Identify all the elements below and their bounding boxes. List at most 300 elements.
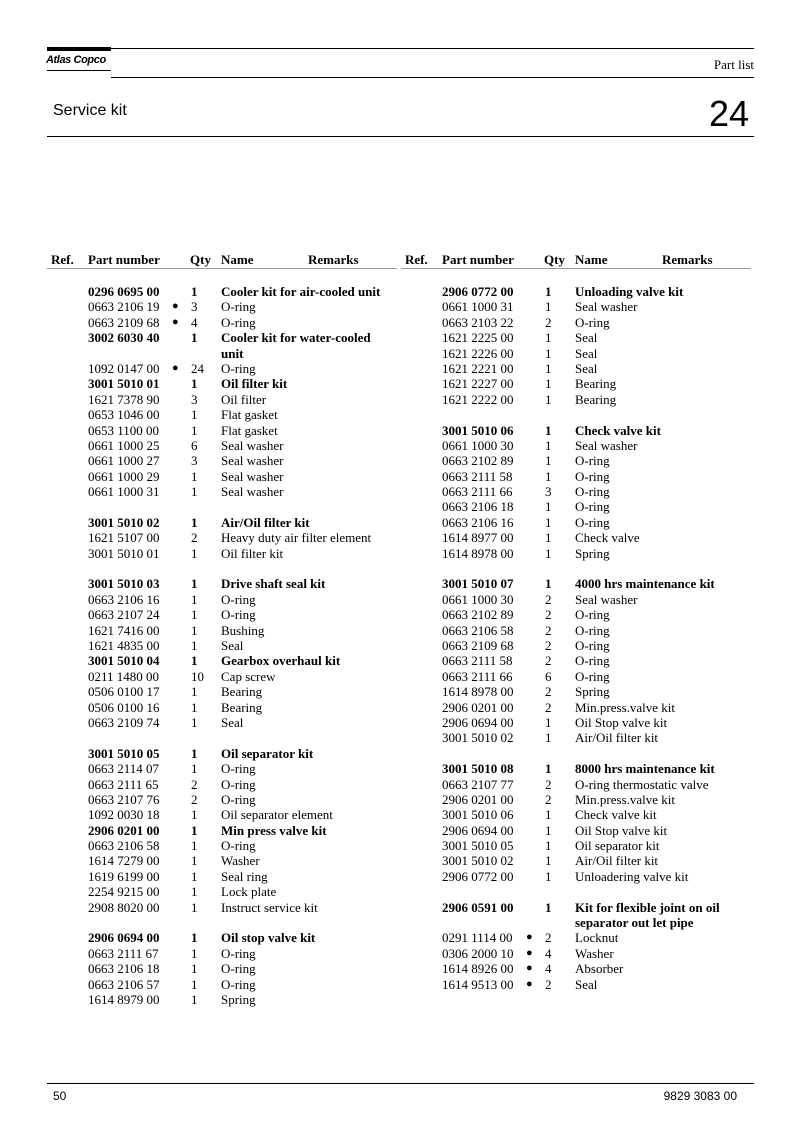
name-cell: Seal washer xyxy=(575,437,638,453)
part-number-cell: 0663 2111 67 xyxy=(88,945,159,961)
header-ref: Ref. xyxy=(405,252,428,267)
table-row xyxy=(401,299,751,314)
qty-cell: 1 xyxy=(191,868,198,884)
part-number-cell: 3001 5010 03 xyxy=(88,576,160,592)
name-cell: O-ring xyxy=(221,299,256,315)
part-number-cell: 0663 2106 57 xyxy=(88,976,160,992)
qty-cell: 1 xyxy=(191,853,198,869)
part-number-cell: 3002 6030 40 xyxy=(88,330,160,346)
header-name: Name xyxy=(575,252,608,267)
name-cell: Bearing xyxy=(221,684,263,700)
table-row xyxy=(47,684,397,699)
qty-cell: 6 xyxy=(545,668,552,684)
part-number-cell: 3001 5010 06 xyxy=(442,807,514,823)
page-number: 50 xyxy=(53,1089,67,1103)
part-number-cell: 2906 0201 00 xyxy=(442,791,514,807)
name-cell: Absorber xyxy=(575,961,624,977)
part-number-cell: 1614 9513 00 xyxy=(442,976,514,992)
header-ref: Ref. xyxy=(51,252,74,267)
name-cell: Seal xyxy=(221,714,244,730)
part-number-cell: 1621 2226 00 xyxy=(442,345,514,361)
name-cell: O-ring xyxy=(221,591,256,607)
section-rule xyxy=(47,136,754,137)
table-row xyxy=(401,623,751,638)
part-number-cell: 0306 2000 10 xyxy=(442,945,514,961)
qty-cell: 24 xyxy=(191,360,204,376)
part-number-cell: 0663 2114 07 xyxy=(88,761,160,777)
name-cell: 4000 hrs maintenance kit xyxy=(575,576,715,592)
part-number-cell: 1621 4835 00 xyxy=(88,637,160,653)
table-row xyxy=(47,992,397,1007)
bullet-marker: ● xyxy=(526,977,533,990)
name-cell: Min.press.valve kit xyxy=(575,791,676,807)
name-cell: O-ring xyxy=(221,360,256,376)
name-cell: Flat gasket xyxy=(221,407,278,423)
table-row xyxy=(47,546,397,561)
qty-cell: 1 xyxy=(191,653,198,669)
part-number-cell: 0663 2111 58 xyxy=(442,468,513,484)
section-number: 24 xyxy=(708,93,749,134)
qty-cell: 1 xyxy=(545,853,552,869)
part-number-cell: 0661 1000 27 xyxy=(88,453,160,469)
part-number-cell: 0663 2111 65 xyxy=(88,776,159,792)
table-row xyxy=(401,930,751,945)
qty-cell: 1 xyxy=(191,545,198,561)
header-remarks: Remarks xyxy=(662,252,713,267)
table-row xyxy=(401,499,751,514)
part-number-cell: 1621 2222 00 xyxy=(442,391,514,407)
table-row xyxy=(401,592,751,607)
qty-cell: 1 xyxy=(545,453,552,469)
table-row xyxy=(401,653,751,668)
name-cell: O-ring xyxy=(575,514,610,530)
qty-cell: 1 xyxy=(191,899,198,915)
table-row xyxy=(401,330,751,345)
part-number-cell: 1092 0030 18 xyxy=(88,807,160,823)
part-number-cell: 2906 0694 00 xyxy=(442,822,514,838)
qty-cell: 1 xyxy=(545,299,552,315)
part-number-cell: 0663 2109 68 xyxy=(442,637,514,653)
table-row xyxy=(47,653,397,668)
name-cell: Seal xyxy=(575,976,598,992)
section-title: Service kit xyxy=(53,102,127,119)
name-cell: Seal washer xyxy=(221,468,284,484)
name-cell: O-ring xyxy=(221,976,256,992)
footer-rule xyxy=(47,1083,754,1084)
qty-cell: 1 xyxy=(191,684,198,700)
table-row xyxy=(401,792,751,807)
table-row xyxy=(47,638,397,653)
table-row xyxy=(401,346,751,361)
name-cell: Oil filter xyxy=(221,391,267,407)
name-cell: Spring xyxy=(221,991,256,1007)
name-cell: Oil Stop valve kit xyxy=(575,822,668,838)
qty-cell: 4 xyxy=(545,961,552,977)
name-cell: Seal washer xyxy=(221,453,284,469)
name-cell: Washer xyxy=(575,945,614,961)
qty-cell: 1 xyxy=(191,622,198,638)
part-number-cell: 0661 1000 30 xyxy=(442,591,514,607)
name-cell: Seal ring xyxy=(221,868,268,884)
part-number-cell: 1614 8978 00 xyxy=(442,545,514,561)
qty-cell: 1 xyxy=(545,376,552,392)
name-cell: Heavy duty air filter element xyxy=(221,530,372,546)
part-number-cell: 0663 2106 16 xyxy=(88,591,160,607)
table-row xyxy=(47,823,397,838)
name-cell: O-ring xyxy=(221,945,256,961)
table-row xyxy=(401,576,751,591)
part-number-cell: 3001 5010 05 xyxy=(442,838,514,854)
qty-cell: 1 xyxy=(191,407,198,423)
name-cell: O-ring thermostatic valve xyxy=(575,776,709,792)
table-row xyxy=(401,515,751,530)
qty-cell: 1 xyxy=(191,714,198,730)
name-cell: Locknut xyxy=(575,930,619,946)
table-row xyxy=(47,299,397,314)
part-number-cell: 3001 5010 05 xyxy=(88,745,160,761)
name-cell: Unloadering valve kit xyxy=(575,868,689,884)
qty-cell: 1 xyxy=(191,761,198,777)
part-number-cell: 1621 2225 00 xyxy=(442,330,514,346)
bullet-marker: ● xyxy=(172,361,179,374)
qty-cell: 3 xyxy=(545,484,552,500)
table-row xyxy=(47,315,397,330)
table-row xyxy=(401,807,751,822)
qty-cell: 2 xyxy=(191,791,198,807)
qty-cell: 1 xyxy=(545,422,552,438)
qty-cell: 1 xyxy=(545,807,552,823)
name-cell: O-ring xyxy=(575,453,610,469)
table-row xyxy=(401,669,751,684)
qty-cell: 1 xyxy=(191,468,198,484)
header-qty: Qty xyxy=(190,252,211,267)
name-cell: Seal washer xyxy=(575,299,638,315)
name-cell: Spring xyxy=(575,684,610,700)
part-number-cell: 0506 0100 16 xyxy=(88,699,160,715)
part-number-cell: 0291 1114 00 xyxy=(442,930,513,946)
table-row xyxy=(47,361,397,376)
bullet-marker: ● xyxy=(172,300,179,313)
table-row xyxy=(401,684,751,699)
qty-cell: 2 xyxy=(545,637,552,653)
part-number-cell: 0663 2111 66 xyxy=(442,668,513,684)
name-cell: Seal xyxy=(221,637,244,653)
table-row xyxy=(47,700,397,715)
name-cell: Check valve kit xyxy=(575,807,657,823)
name-cell: O-ring xyxy=(575,622,610,638)
qty-cell: 3 xyxy=(191,299,198,315)
table-row xyxy=(47,284,397,299)
table-row xyxy=(401,361,751,376)
table-row xyxy=(47,715,397,730)
part-number-cell: 0663 2103 22 xyxy=(442,314,514,330)
name-cell: O-ring xyxy=(575,484,610,500)
part-number-cell: 1092 0147 00 xyxy=(88,360,160,376)
part-number-cell: 2906 0772 00 xyxy=(442,284,514,299)
part-number-cell: 0663 2106 19 xyxy=(88,299,160,315)
qty-cell: 1 xyxy=(191,961,198,977)
part-number-cell: 3001 5010 02 xyxy=(442,853,514,869)
part-number-cell: 2254 9215 00 xyxy=(88,884,160,900)
name-cell: unit xyxy=(221,345,244,361)
qty-cell: 1 xyxy=(545,530,552,546)
part-number-cell: 1614 7279 00 xyxy=(88,853,160,869)
name-cell: Seal washer xyxy=(575,591,638,607)
qty-cell: 1 xyxy=(545,714,552,730)
part-number-cell: 1614 8979 00 xyxy=(88,991,160,1007)
qty-cell: 1 xyxy=(545,360,552,376)
part-number-cell: 1614 8978 00 xyxy=(442,684,514,700)
part-number-cell: 1621 2221 00 xyxy=(442,360,514,376)
part-number-cell: 3001 5010 02 xyxy=(442,730,514,746)
qty-cell: 2 xyxy=(545,930,552,946)
table-row xyxy=(401,700,751,715)
name-cell: O-ring xyxy=(575,637,610,653)
qty-cell: 1 xyxy=(191,807,198,823)
name-cell: O-ring xyxy=(575,668,610,684)
qty-cell: 1 xyxy=(545,437,552,453)
qty-cell: 1 xyxy=(191,422,198,438)
table-row xyxy=(47,792,397,807)
qty-cell: 4 xyxy=(191,314,198,330)
table-row xyxy=(401,530,751,545)
part-number-cell: 2906 0201 00 xyxy=(88,822,160,838)
table-row xyxy=(401,977,751,992)
name-cell: Unloading valve kit xyxy=(575,284,684,299)
qty-cell: 3 xyxy=(191,453,198,469)
name-cell: O-ring xyxy=(575,499,610,515)
table-row xyxy=(47,853,397,868)
name-cell: O-ring xyxy=(221,838,256,854)
part-number-cell: 0663 2106 16 xyxy=(442,514,514,530)
part-number-cell: 0506 0100 17 xyxy=(88,684,160,700)
part-number-cell: 2906 0772 00 xyxy=(442,868,514,884)
table-row xyxy=(401,546,751,561)
bullet-marker: ● xyxy=(526,962,533,975)
parts-table-right xyxy=(401,252,751,992)
table-row xyxy=(47,900,397,915)
qty-cell: 1 xyxy=(191,699,198,715)
bullet-marker: ● xyxy=(526,931,533,944)
header-part-number: Part number xyxy=(442,252,514,267)
logo-bar xyxy=(47,47,111,51)
part-number-cell: 1614 8977 00 xyxy=(442,530,514,546)
name-cell: O-ring xyxy=(221,961,256,977)
qty-cell: 1 xyxy=(191,591,198,607)
table-row xyxy=(47,330,397,345)
name-cell: Min.press.valve kit xyxy=(575,699,676,715)
bullet-marker: ● xyxy=(172,315,179,328)
part-number-cell: 0663 2111 66 xyxy=(442,484,513,500)
qty-cell: 1 xyxy=(191,838,198,854)
part-number-cell: 3001 5010 08 xyxy=(442,761,514,777)
table-row xyxy=(401,315,751,330)
qty-cell: 1 xyxy=(191,376,198,392)
name-cell: Seal xyxy=(575,360,598,376)
qty-cell: 10 xyxy=(191,668,204,684)
table-row xyxy=(47,453,397,468)
part-number-cell: 1614 8926 00 xyxy=(442,961,514,977)
doc-type-label: Part list xyxy=(713,57,754,72)
qty-cell: 1 xyxy=(191,576,198,592)
qty-cell: 6 xyxy=(191,437,198,453)
table-row xyxy=(401,961,751,976)
part-number-cell: 2906 0201 00 xyxy=(442,699,514,715)
part-number-cell: 0653 1100 00 xyxy=(88,422,160,438)
table-row xyxy=(47,930,397,945)
table-row xyxy=(47,407,397,422)
table-row xyxy=(401,376,751,391)
name-cell: Bearing xyxy=(221,699,263,715)
part-number-cell: 1621 5107 00 xyxy=(88,530,160,546)
name-cell: Seal xyxy=(575,330,598,346)
part-number-cell: 0663 2106 58 xyxy=(442,622,514,638)
table-row xyxy=(401,438,751,453)
qty-cell: 1 xyxy=(545,345,552,361)
qty-cell: 1 xyxy=(545,899,552,915)
part-number-cell: 0661 1000 31 xyxy=(88,484,160,500)
table-row xyxy=(401,469,751,484)
qty-cell: 3 xyxy=(191,391,198,407)
name-cell: Oil separator kit xyxy=(575,838,660,854)
header-qty: Qty xyxy=(544,252,565,267)
qty-cell: 2 xyxy=(545,607,552,623)
table-rows-right xyxy=(401,284,751,992)
name-cell: Oil stop valve kit xyxy=(221,930,316,946)
table-row xyxy=(401,900,751,915)
name-cell: Seal washer xyxy=(221,437,284,453)
part-number-cell: 0663 2109 74 xyxy=(88,714,160,730)
table-row xyxy=(401,423,751,438)
table-row xyxy=(47,607,397,622)
qty-cell: 1 xyxy=(191,991,198,1007)
table-row xyxy=(401,484,751,499)
part-number-cell: 1621 2227 00 xyxy=(442,376,514,392)
bullet-marker: ● xyxy=(526,946,533,959)
part-number-cell: 0663 2102 89 xyxy=(442,607,514,623)
table-row xyxy=(47,761,397,776)
table-row xyxy=(401,869,751,884)
qty-cell: 1 xyxy=(545,468,552,484)
part-number-cell: 0663 2106 18 xyxy=(442,499,514,515)
table-row xyxy=(401,284,751,299)
table-row xyxy=(401,453,751,468)
qty-cell: 1 xyxy=(191,822,198,838)
qty-cell: 1 xyxy=(545,761,552,777)
table-rows-left xyxy=(47,284,397,1007)
qty-cell: 2 xyxy=(545,776,552,792)
table-row xyxy=(47,777,397,792)
qty-cell: 1 xyxy=(191,930,198,946)
part-number-cell: 0661 1000 25 xyxy=(88,437,160,453)
qty-cell: 1 xyxy=(545,545,552,561)
part-number-cell: 3001 5010 07 xyxy=(442,576,514,592)
name-cell: Cooler kit for air-cooled unit xyxy=(221,284,381,299)
table-row xyxy=(47,423,397,438)
table-row xyxy=(47,592,397,607)
atlas-copco-logo: Atlas Copco xyxy=(46,54,106,66)
part-number-cell: 0663 2106 18 xyxy=(88,961,160,977)
name-cell: 8000 hrs maintenance kit xyxy=(575,761,715,777)
table-row xyxy=(401,838,751,853)
table-row xyxy=(47,346,397,361)
qty-cell: 1 xyxy=(191,637,198,653)
qty-cell: 1 xyxy=(191,484,198,500)
table-row xyxy=(401,777,751,792)
name-cell: O-ring xyxy=(221,607,256,623)
logo-underline xyxy=(47,70,111,71)
qty-cell: 2 xyxy=(545,684,552,700)
parts-table-left xyxy=(47,252,397,1007)
name-cell: O-ring xyxy=(221,776,256,792)
qty-cell: 2 xyxy=(545,622,552,638)
name-cell: O-ring xyxy=(575,607,610,623)
qty-cell: 2 xyxy=(191,530,198,546)
qty-cell: 1 xyxy=(545,284,552,299)
name-cell: Air/Oil filter kit xyxy=(221,514,310,530)
name-cell: Oil filter kit xyxy=(221,545,284,561)
qty-cell: 1 xyxy=(545,499,552,515)
qty-cell: 2 xyxy=(545,591,552,607)
name-cell: Flat gasket xyxy=(221,422,278,438)
name-cell: Spring xyxy=(575,545,610,561)
qty-cell: 2 xyxy=(545,314,552,330)
qty-cell: 1 xyxy=(191,976,198,992)
name-cell: O-ring xyxy=(221,314,256,330)
qty-cell: 2 xyxy=(191,776,198,792)
qty-cell: 1 xyxy=(191,945,198,961)
part-number-cell: 1621 7416 00 xyxy=(88,622,160,638)
qty-cell: 2 xyxy=(545,791,552,807)
table-row xyxy=(47,576,397,591)
header-name: Name xyxy=(221,252,254,267)
header-rule-bottom xyxy=(111,77,754,78)
table-row xyxy=(47,623,397,638)
table-row xyxy=(47,530,397,545)
table-row xyxy=(47,838,397,853)
name-cell: Cap screw xyxy=(221,668,276,684)
name-cell: Bushing xyxy=(221,622,265,638)
qty-cell: 1 xyxy=(545,838,552,854)
name-cell: Kit for flexible joint on oil xyxy=(575,899,720,915)
qty-cell: 1 xyxy=(545,514,552,530)
table-header xyxy=(401,252,751,269)
table-row xyxy=(47,669,397,684)
header-remarks: Remarks xyxy=(308,252,359,267)
table-row xyxy=(401,823,751,838)
name-cell: Oil filter kit xyxy=(221,376,288,392)
name-cell: Seal xyxy=(575,345,598,361)
name-cell: Check valve kit xyxy=(575,422,661,438)
name-cell: Instruct service kit xyxy=(221,899,318,915)
header-rule-top xyxy=(111,48,754,49)
part-number-cell: 0661 1000 30 xyxy=(442,437,514,453)
document-number: 9829 3083 00 xyxy=(663,1089,737,1103)
name-cell: Lock plate xyxy=(221,884,277,900)
table-row xyxy=(47,484,397,499)
table-row xyxy=(47,807,397,822)
name-cell: O-ring xyxy=(575,468,610,484)
table-row xyxy=(401,853,751,868)
table-row xyxy=(47,376,397,391)
qty-cell: 1 xyxy=(545,868,552,884)
name-cell: Min press valve kit xyxy=(221,822,327,838)
name-cell: Bearing xyxy=(575,376,617,392)
part-number-cell: 0663 2107 24 xyxy=(88,607,160,623)
part-number-cell: 0663 2107 77 xyxy=(442,776,514,792)
name-cell: Oil Stop valve kit xyxy=(575,714,668,730)
table-row xyxy=(401,730,751,745)
